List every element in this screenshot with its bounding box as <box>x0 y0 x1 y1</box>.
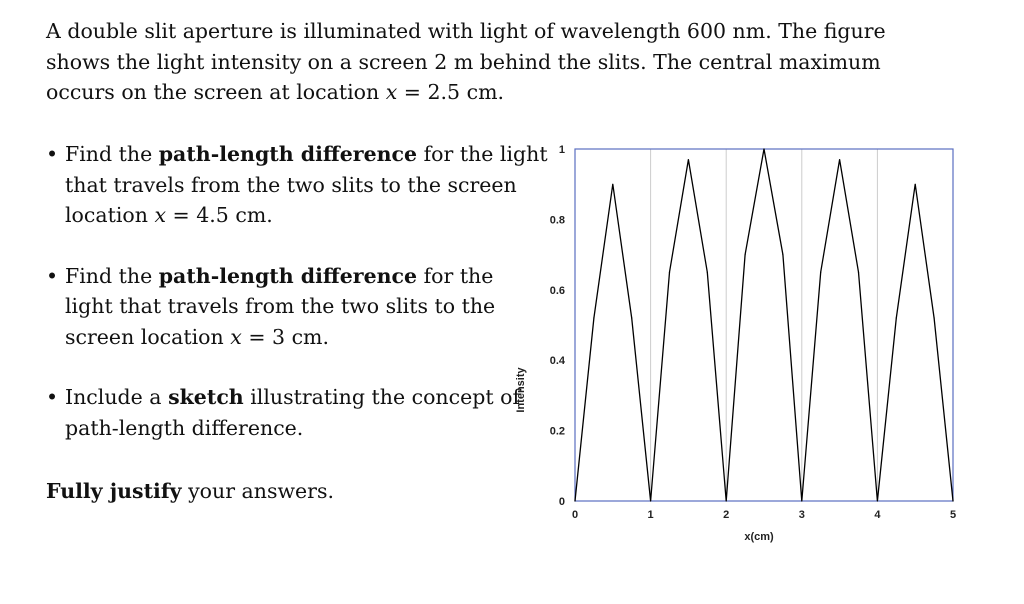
bullet-dot-2: • <box>46 263 59 288</box>
x-tick-labels <box>572 509 956 521</box>
data-point <box>631 317 632 318</box>
data-point <box>707 272 708 273</box>
data-points <box>574 148 953 501</box>
bullet-dot-3: • <box>46 385 59 409</box>
question-2 <box>46 261 516 353</box>
data-point <box>726 500 727 501</box>
data-point <box>782 254 783 255</box>
question-2-line-2: light that travels from the two slits to the <box>65 294 496 318</box>
intro-line-1: A double slit aperture is illuminated with light of wavelength 600 nm. The figure <box>46 19 886 43</box>
question-1-line3-post: = 4.5 cm. <box>166 203 273 227</box>
question-1-line-1 <box>65 139 548 170</box>
y-tick-label: 0 <box>558 496 565 508</box>
data-point <box>574 500 575 501</box>
question-1-line-2: that travels from the two slits to the screen <box>65 172 517 197</box>
closing-bold: Fully justify <box>46 479 182 503</box>
intro-line-3-text: occurs on the screen at location <box>46 80 386 104</box>
x-tick-label: 3 <box>798 509 805 521</box>
data-point <box>801 500 802 501</box>
question-1-line3-pre: location <box>65 203 155 227</box>
question-3 <box>46 382 521 443</box>
question-3-post: illustrating the concept of <box>243 385 521 409</box>
y-tick-label: 0.2 <box>549 425 565 438</box>
y-tick-label: 0.8 <box>549 214 565 227</box>
y-axis-label: Intensity <box>515 367 527 413</box>
question-3-line-1 <box>65 382 521 413</box>
question-1 <box>46 139 548 231</box>
intensity-curve <box>575 149 953 501</box>
question-3-pre: Include a <box>65 385 169 409</box>
data-point <box>688 159 689 160</box>
question-2-var: x <box>230 324 242 349</box>
question-2-line3-post: = 3 cm. <box>241 324 330 349</box>
closing-rest: your answers. <box>181 479 334 503</box>
y-tick-labels <box>550 144 566 508</box>
x-tick-label: 5 <box>949 509 957 521</box>
question-1-post: for the light <box>417 142 548 166</box>
question-1-line-3 <box>65 200 516 231</box>
data-point <box>877 500 878 501</box>
y-tick-label: 1 <box>558 144 565 156</box>
question-2-post: for the <box>417 263 494 288</box>
data-point <box>858 272 859 273</box>
intensity-chart <box>505 128 975 558</box>
question-2-pre: Find the <box>65 263 159 288</box>
data-point <box>669 272 670 273</box>
data-point <box>952 500 953 501</box>
data-point <box>839 159 840 160</box>
y-tick-label: 0.4 <box>549 355 565 368</box>
intro-line-3 <box>46 77 946 108</box>
x-tick-label: 0 <box>571 509 579 521</box>
intro-x-var: x <box>385 80 398 104</box>
plot-frame <box>575 149 953 501</box>
intro-line-2: shows the light intensity on a screen 2 m behind the slits. The central maximum <box>46 49 881 74</box>
intro-x-value: = 2.5 cm. <box>397 80 505 104</box>
question-1-var: x <box>154 203 167 227</box>
chart-gridlines <box>651 149 878 501</box>
data-point <box>934 317 935 318</box>
data-point <box>763 148 764 149</box>
question-3-line-2: path-length difference. <box>65 415 304 440</box>
question-2-line-3 <box>65 322 516 353</box>
question-3-bold: sketch <box>168 385 244 409</box>
closing-instruction <box>46 476 334 506</box>
data-point <box>745 254 746 255</box>
data-point <box>915 184 916 185</box>
question-2-line-1 <box>65 261 516 292</box>
data-point <box>593 317 594 318</box>
data-point <box>650 500 651 501</box>
data-point <box>896 317 897 318</box>
question-1-bold: path-length difference <box>158 142 418 166</box>
question-2-bold: path-length difference <box>158 263 418 288</box>
data-point <box>820 272 821 273</box>
question-1-pre: Find the <box>65 142 159 166</box>
x-tick-label: 4 <box>874 509 881 521</box>
data-point <box>612 184 613 185</box>
x-tick-label: 1 <box>647 509 654 521</box>
x-tick-label: 2 <box>723 509 730 521</box>
question-2-line3-pre: screen location <box>65 324 231 349</box>
problem-intro <box>46 16 946 108</box>
bullet-dot-1: • <box>46 142 59 166</box>
x-axis-label: x(cm) <box>744 531 774 543</box>
y-tick-label: 0.6 <box>549 284 565 297</box>
